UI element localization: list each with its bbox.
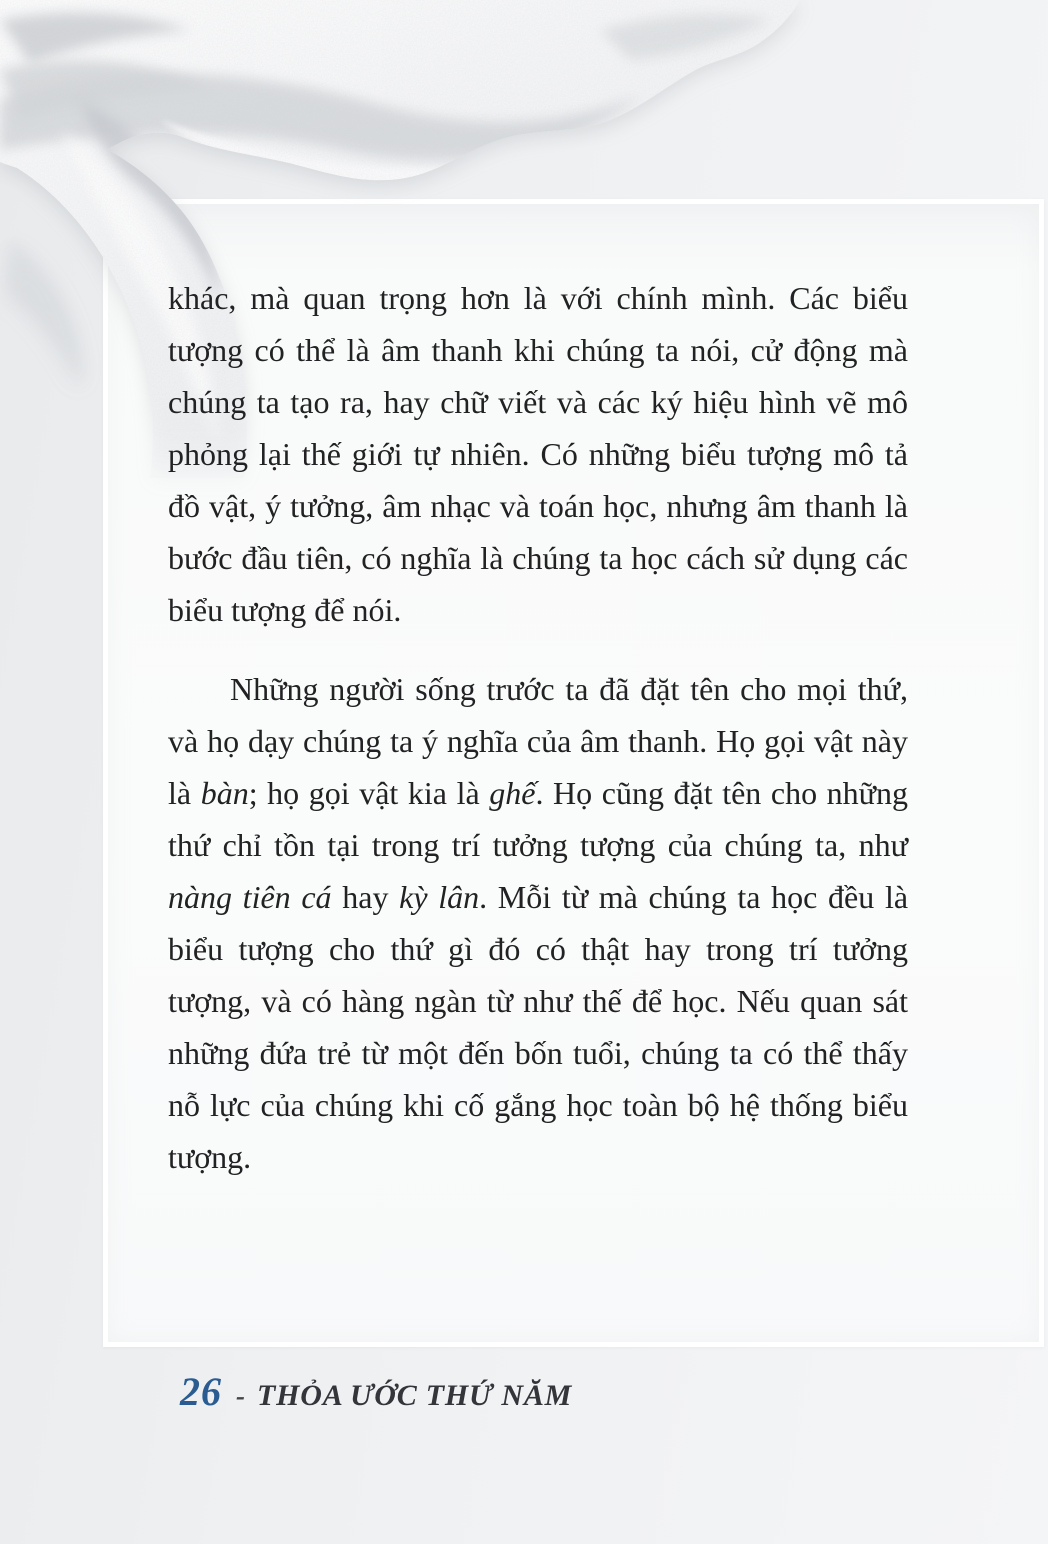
page-number: 26 [180, 1369, 222, 1414]
paragraph: Những người sống trước ta đã đặt tên cho mọi thứ, và họ dạy chúng ta ý nghĩa của âm thanh. Họ gọi vật này là bàn; họ gọi vật kia là ghế. Họ cũng đặt tên cho những thứ chỉ tồn tại trong trí tưởng tượng của chúng ta, như nàng tiên cá hay kỳ lân. Mỗi từ mà chúng ta học đều là biểu tượng cho thứ gì đó có thật hay trong trí tưởng tượng, và có hàng ngàn từ như thế để học. Nếu quan sát những đứa trẻ từ một đến bốn tuổi, chúng ta có thể thấy nỗ lực của chúng khi cố gắng học toàn bộ hệ thống biểu tượng. [168, 671, 909, 1175]
book-title: THỎA ƯỚC THỨ NĂM [257, 1379, 573, 1412]
paragraph: khác, mà quan trọng hơn là với chính mình. Các biểu tượng có thể là âm thanh khi chúng ta nói, cử động mà chúng ta tạo ra, hay chữ viết và các ký hiệu hình vẽ mô phỏng lại thế giới tự nhiên. Có những biểu tượng mô tả đồ vật, ý tưởng, âm nhạc và toán học, nhưng âm thanh là bước đầu tiên, có nghĩa là chúng ta học cách sử dụng các biểu tượng để nói. [168, 280, 908, 628]
footer-separator: - [236, 1381, 245, 1411]
text-block [168, 272, 908, 1183]
page-footer [180, 1368, 572, 1415]
fabric-fold [8, 240, 81, 384]
